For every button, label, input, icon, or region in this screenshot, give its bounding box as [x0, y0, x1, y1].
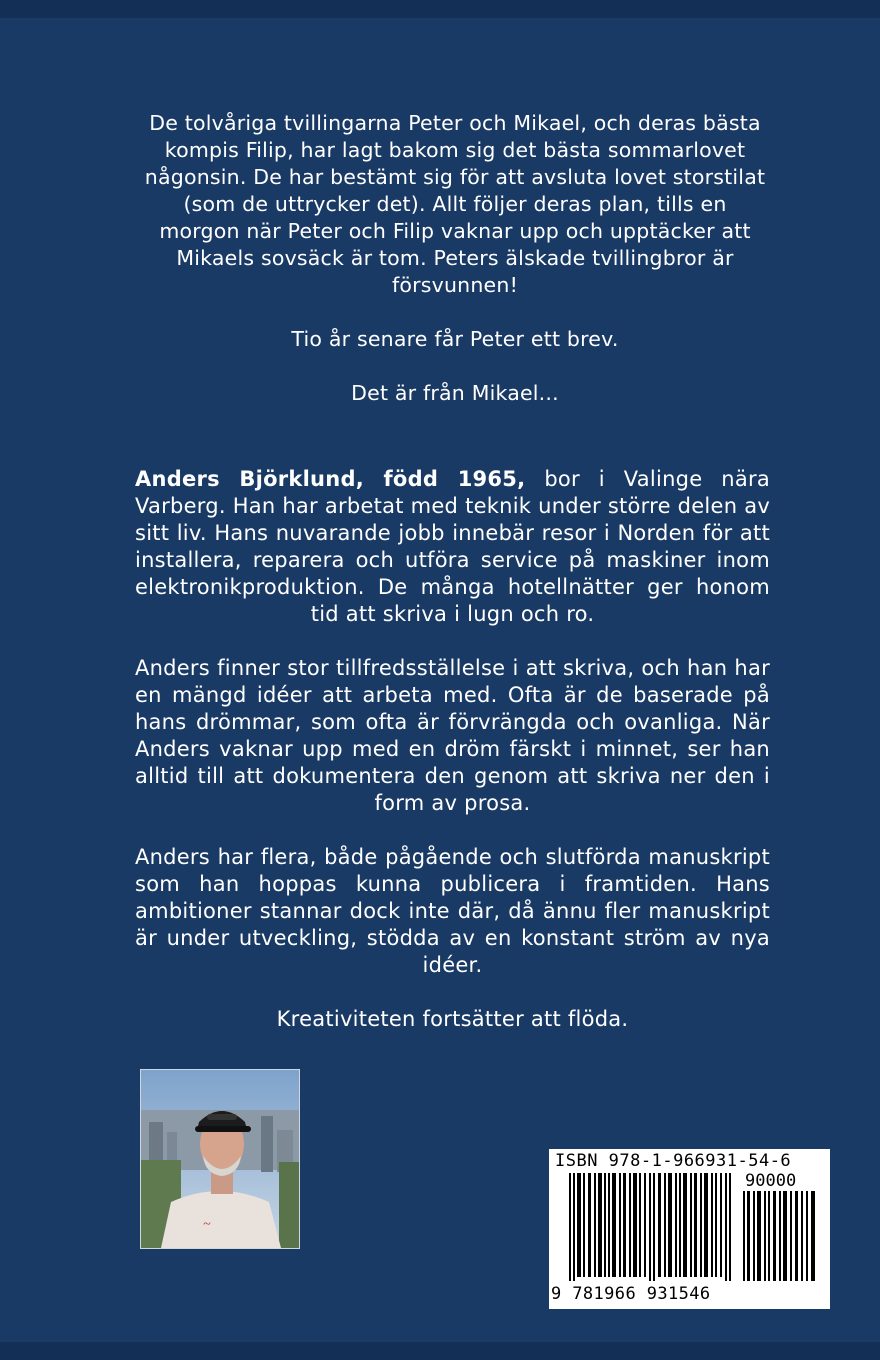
blurb-paragraph: Det är från Mikael... [351, 381, 559, 405]
author-bio [135, 466, 770, 1060]
ean-number: 9 781966 931546 [551, 1284, 711, 1304]
isbn-number: ISBN 978-1-966931-54-6 [555, 1151, 792, 1171]
svg-text:~: ~ [203, 1217, 211, 1232]
closing-line: Kreativiteten fortsätter att flöda. [276, 1007, 629, 1031]
author-bio-paragraph: Anders har flera, både pågående och slutförda manuskript som han hoppas kunna publicera i framtiden. Hans ambitioner stannar dock inte där, då ännu fler manuskript är under utveckling, stödda av en konstant ström av nya idéer. [135, 845, 770, 977]
author-photo [140, 1069, 300, 1249]
author-bio-paragraph [135, 466, 770, 628]
book-blurb [140, 110, 770, 407]
author-portrait-illustration [141, 1070, 299, 1248]
price-addon-number: 90000 [745, 1171, 797, 1191]
author-bio-text: bor i Valinge nära Varberg. Han har arbetat med teknik under större delen av sitt liv. Hans nuvarande jobb innebär resor i Norden för att installera, reparera och utföra service på maskiner inom elektronikproduktion. De många hotellnätter ger honom tid att skriva i lugn och ro. [135, 467, 770, 626]
blurb-paragraph: De tolvåriga tvillingarna Peter och Mikael, och deras bästa kompis Filip, har lagt bakom sig det bästa sommarlovet någonsin. De har bestämt sig för att avsluta lovet storstilat (som de uttrycker det). Allt följer deras plan, tills en morgon när Peter och Filip vaknar upp och upptäcker att Mikaels sovsäck är tom. Peters älskade tvillingbror är försvunnen! [144, 111, 766, 297]
author-bio-paragraph: Anders finner stor tillfredsställelse i att skriva, och han har en mängd idéer att arbeta med. Ofta är de baserade på hans drömmar, som ofta är förvrängda och ovanliga. När Anders vaknar upp med en dröm färskt i minnet, ser han alltid till att dokumentera den genom att skriva ner den i form av prosa. [135, 656, 770, 815]
isbn-barcode [549, 1149, 830, 1309]
author-name: Anders Björklund, född 1965, [135, 467, 526, 491]
blurb-paragraph: Tio år senare får Peter ett brev. [291, 327, 619, 351]
